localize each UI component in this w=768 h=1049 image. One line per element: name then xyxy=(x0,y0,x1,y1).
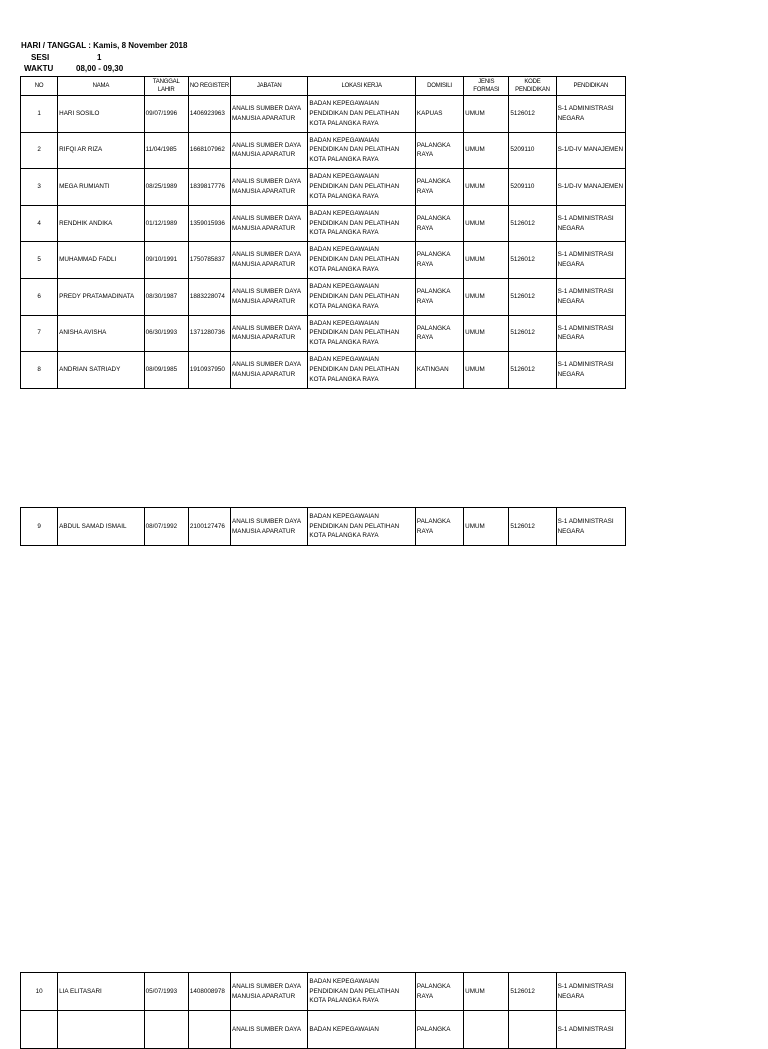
kode-cell: 5126012 xyxy=(509,278,556,315)
time-label: WAKTU xyxy=(24,64,54,73)
column-header: KODE PENDIDIKAN xyxy=(509,77,556,96)
column-header: NAMA xyxy=(58,77,144,96)
nama-cell: LIA ELITASARI xyxy=(58,973,144,1011)
register-cell: 1359015936 xyxy=(188,205,230,242)
nama-cell: ABDUL SAMAD ISMAIL xyxy=(58,508,144,546)
pendidikan-cell: S-1 ADMINISTRASI NEGARA xyxy=(556,352,625,389)
no-cell: 4 xyxy=(21,205,58,242)
pendidikan-cell: S-1 ADMINISTRASI NEGARA xyxy=(556,205,625,242)
domisili-cell: PALANGKA RAYA xyxy=(415,508,463,546)
no-cell: 5 xyxy=(21,242,58,279)
jabatan-cell: ANALIS SUMBER DAYA MANUSIA APARATUR xyxy=(231,132,308,169)
lokasi-cell: BADAN KEPEGAWAIAN PENDIDIKAN DAN PELATIHAN KOTA PALANGKA RAYA xyxy=(308,96,416,133)
session-label: SESI xyxy=(31,53,50,62)
no-cell: 9 xyxy=(21,508,58,546)
no-cell: 7 xyxy=(21,315,58,352)
table-row xyxy=(21,973,626,1011)
no-cell xyxy=(21,1011,58,1049)
no-cell: 6 xyxy=(21,278,58,315)
formasi-cell: UMUM xyxy=(464,205,509,242)
no-cell: 8 xyxy=(21,352,58,389)
lokasi-cell: BADAN KEPEGAWAIAN PENDIDIKAN DAN PELATIHAN KOTA PALANGKA RAYA xyxy=(308,315,416,352)
domisili-cell: PALANGKA RAYA xyxy=(415,169,463,206)
nama-cell: RIFQI AR RIZA xyxy=(58,132,144,169)
table-row xyxy=(21,242,626,279)
nama-cell: MEGA RUMIANTI xyxy=(58,169,144,206)
register-cell: 1668107962 xyxy=(188,132,230,169)
domisili-cell: KAPUAS xyxy=(415,96,463,133)
kode-cell: 5209110 xyxy=(509,169,556,206)
nama-cell: PREDY PRATAMADINATA xyxy=(58,278,144,315)
register-cell: 1910937950 xyxy=(188,352,230,389)
lokasi-cell: BADAN KEPEGAWAIAN PENDIDIKAN DAN PELATIHAN KOTA PALANGKA RAYA xyxy=(308,973,416,1011)
date-label: HARI / TANGGAL : Kamis, 8 November 2018 xyxy=(21,41,188,50)
birthdate-cell: 05/07/1993 xyxy=(144,973,188,1011)
pendidikan-cell: S-1 ADMINISTRASI NEGARA xyxy=(556,973,625,1011)
nama-cell: HARI SOSILO xyxy=(58,96,144,133)
birthdate-cell: 08/09/1985 xyxy=(144,352,188,389)
birthdate-cell: 06/30/1993 xyxy=(144,315,188,352)
table-row xyxy=(21,132,626,169)
pendidikan-cell: S-1 ADMINISTRASI NEGARA xyxy=(556,96,625,133)
formasi-cell: UMUM xyxy=(464,973,509,1011)
formasi-cell: UMUM xyxy=(464,169,509,206)
column-header: LOKASI KERJA xyxy=(308,77,416,96)
formasi-cell: UMUM xyxy=(464,278,509,315)
register-cell: 1839817776 xyxy=(188,169,230,206)
jabatan-cell: ANALIS SUMBER DAYA MANUSIA APARATUR xyxy=(231,278,308,315)
pendidikan-cell: S-1 ADMINISTRASI xyxy=(556,1011,625,1049)
register-cell: 1750785837 xyxy=(188,242,230,279)
kode-cell: 5209110 xyxy=(509,132,556,169)
register-cell: 1883228074 xyxy=(188,278,230,315)
nama-cell: ANDRIAN SATRIADY xyxy=(58,352,144,389)
pendidikan-cell: S-1 ADMINISTRASI NEGARA xyxy=(556,278,625,315)
formasi-cell: UMUM xyxy=(464,508,509,546)
no-cell: 1 xyxy=(21,96,58,133)
table-row xyxy=(21,315,626,352)
jabatan-cell: ANALIS SUMBER DAYA MANUSIA APARATUR xyxy=(231,169,308,206)
jabatan-cell: ANALIS SUMBER DAYA MANUSIA APARATUR xyxy=(231,205,308,242)
session-value: 1 xyxy=(97,53,102,62)
pendidikan-cell: S-1/D-IV MANAJEMEN xyxy=(556,169,625,206)
nama-cell: RENDHIK ANDIKA xyxy=(58,205,144,242)
lokasi-cell: BADAN KEPEGAWAIAN PENDIDIKAN DAN PELATIHAN KOTA PALANGKA RAYA xyxy=(308,169,416,206)
register-cell: 2100127476 xyxy=(188,508,230,546)
pendidikan-cell: S-1 ADMINISTRASI NEGARA xyxy=(556,315,625,352)
domisili-cell: PALANGKA RAYA xyxy=(415,278,463,315)
column-header: PENDIDIKAN xyxy=(556,77,625,96)
lokasi-cell: BADAN KEPEGAWAIAN PENDIDIKAN DAN PELATIHAN KOTA PALANGKA RAYA xyxy=(308,205,416,242)
domisili-cell: PALANGKA RAYA xyxy=(415,242,463,279)
kode-cell: 5126012 xyxy=(509,242,556,279)
birthdate-cell: 09/10/1991 xyxy=(144,242,188,279)
nama-cell: ANISHA AVISHA xyxy=(58,315,144,352)
register-cell: 1371280736 xyxy=(188,315,230,352)
jabatan-cell: ANALIS SUMBER DAYA xyxy=(231,1011,308,1049)
birthdate-cell: 01/12/1989 xyxy=(144,205,188,242)
pendidikan-cell: S-1 ADMINISTRASI NEGARA xyxy=(556,242,625,279)
kode-cell: 5126012 xyxy=(509,508,556,546)
column-header: DOMISILI xyxy=(415,77,463,96)
column-header: NO REGISTER xyxy=(188,77,230,96)
no-cell: 10 xyxy=(21,973,58,1011)
column-header: JENIS FORMASI xyxy=(464,77,509,96)
jabatan-cell: ANALIS SUMBER DAYA MANUSIA APARATUR xyxy=(231,508,308,546)
domisili-cell: PALANGKA RAYA xyxy=(415,973,463,1011)
kode-cell xyxy=(509,1011,556,1049)
pendidikan-cell: S-1 ADMINISTRASI NEGARA xyxy=(556,508,625,546)
kode-cell: 5126012 xyxy=(509,205,556,242)
register-cell: 1408008978 xyxy=(188,973,230,1011)
table-row xyxy=(21,205,626,242)
kode-cell: 5126012 xyxy=(509,352,556,389)
formasi-cell xyxy=(464,1011,509,1049)
column-header: JABATAN xyxy=(231,77,308,96)
column-header: TANGGAL LAHIR xyxy=(144,77,188,96)
table-header-row xyxy=(21,77,626,96)
birthdate-cell: 08/25/1989 xyxy=(144,169,188,206)
jabatan-cell: ANALIS SUMBER DAYA MANUSIA APARATUR xyxy=(231,973,308,1011)
jabatan-cell: ANALIS SUMBER DAYA MANUSIA APARATUR xyxy=(231,96,308,133)
domisili-cell: KATINGAN xyxy=(415,352,463,389)
nama-cell: MUHAMMAD FADLI xyxy=(58,242,144,279)
birthdate-cell: 08/30/1987 xyxy=(144,278,188,315)
lokasi-cell: BADAN KEPEGAWAIAN PENDIDIKAN DAN PELATIHAN KOTA PALANGKA RAYA xyxy=(308,278,416,315)
formasi-cell: UMUM xyxy=(464,132,509,169)
kode-cell: 5126012 xyxy=(509,315,556,352)
register-cell xyxy=(188,1011,230,1049)
table-row xyxy=(21,508,626,546)
lokasi-cell: BADAN KEPEGAWAIAN PENDIDIKAN DAN PELATIHAN KOTA PALANGKA RAYA xyxy=(308,242,416,279)
time-value: 08,00 - 09,30 xyxy=(76,64,124,73)
table-row xyxy=(21,278,626,315)
column-header: NO xyxy=(21,77,58,96)
kode-cell: 5126012 xyxy=(509,96,556,133)
nama-cell xyxy=(58,1011,144,1049)
formasi-cell: UMUM xyxy=(464,315,509,352)
lokasi-cell: BADAN KEPEGAWAIAN PENDIDIKAN DAN PELATIHAN KOTA PALANGKA RAYA xyxy=(308,132,416,169)
birthdate-cell xyxy=(144,1011,188,1049)
domisili-cell: PALANGKA RAYA xyxy=(415,132,463,169)
participant-table-page-1 xyxy=(20,76,626,389)
lokasi-cell: BADAN KEPEGAWAIAN xyxy=(308,1011,416,1049)
kode-cell: 5126012 xyxy=(509,973,556,1011)
register-cell: 1406923963 xyxy=(188,96,230,133)
lokasi-cell: BADAN KEPEGAWAIAN PENDIDIKAN DAN PELATIHAN KOTA PALANGKA RAYA xyxy=(308,352,416,389)
pendidikan-cell: S-1/D-IV MANAJEMEN xyxy=(556,132,625,169)
formasi-cell: UMUM xyxy=(464,242,509,279)
lokasi-cell: BADAN KEPEGAWAIAN PENDIDIKAN DAN PELATIHAN KOTA PALANGKA RAYA xyxy=(308,508,416,546)
jabatan-cell: ANALIS SUMBER DAYA MANUSIA APARATUR xyxy=(231,352,308,389)
table-row xyxy=(21,169,626,206)
formasi-cell: UMUM xyxy=(464,96,509,133)
domisili-cell: PALANGKA RAYA xyxy=(415,315,463,352)
table-row xyxy=(21,1011,626,1049)
no-cell: 2 xyxy=(21,132,58,169)
formasi-cell: UMUM xyxy=(464,352,509,389)
table-row xyxy=(21,96,626,133)
participant-table-page-2 xyxy=(20,507,626,546)
domisili-cell: PALANGKA RAYA xyxy=(415,205,463,242)
domisili-cell: PALANGKA xyxy=(415,1011,463,1049)
birthdate-cell: 11/04/1985 xyxy=(144,132,188,169)
no-cell: 3 xyxy=(21,169,58,206)
birthdate-cell: 08/07/1992 xyxy=(144,508,188,546)
jabatan-cell: ANALIS SUMBER DAYA MANUSIA APARATUR xyxy=(231,315,308,352)
birthdate-cell: 09/07/1996 xyxy=(144,96,188,133)
jabatan-cell: ANALIS SUMBER DAYA MANUSIA APARATUR xyxy=(231,242,308,279)
participant-table-page-3 xyxy=(20,972,626,1049)
table-row xyxy=(21,352,626,389)
